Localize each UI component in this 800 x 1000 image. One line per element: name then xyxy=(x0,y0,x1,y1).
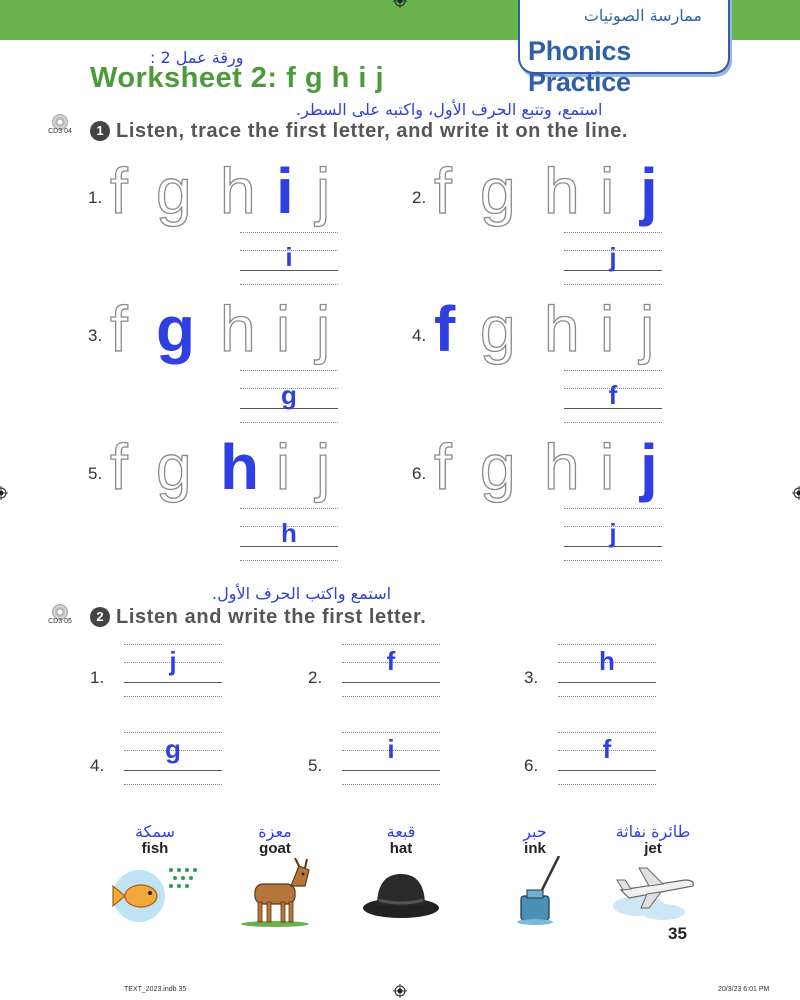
dotted-guide-line xyxy=(342,784,440,785)
traced-letter[interactable]: j xyxy=(640,155,658,227)
outline-letter[interactable]: g xyxy=(480,293,516,365)
baseline xyxy=(124,770,222,771)
outline-letter[interactable]: h xyxy=(544,155,580,227)
outline-letter[interactable]: h xyxy=(544,293,580,365)
exercise-number: 6. xyxy=(412,464,427,483)
outline-letter[interactable]: j xyxy=(316,431,331,503)
dotted-guide-line xyxy=(124,784,222,785)
cd-track-marker xyxy=(44,604,76,625)
written-answer: h xyxy=(281,518,297,548)
writing-lines[interactable] xyxy=(240,232,338,292)
written-answer: g xyxy=(281,380,297,410)
writing-lines[interactable] xyxy=(240,508,338,568)
phonics-practice-badge xyxy=(518,0,730,97)
exercise-number: 6. xyxy=(524,756,539,775)
dotted-guide-line xyxy=(342,696,440,697)
written-answer: g xyxy=(165,734,181,764)
outline-letter[interactable]: h xyxy=(220,155,256,227)
dotted-guide-line xyxy=(240,508,338,509)
badge-english-label: Phonics Practice xyxy=(528,36,631,97)
outline-letter[interactable]: i xyxy=(276,293,291,365)
dotted-guide-line xyxy=(240,284,338,285)
writing-lines[interactable] xyxy=(564,232,662,292)
picture-arabic-label: حبر xyxy=(523,822,547,841)
dotted-guide-line xyxy=(124,644,222,645)
dotted-guide-line xyxy=(240,232,338,233)
trace-exercise-3 xyxy=(88,293,358,446)
picture-arabic-label: قبعة xyxy=(386,822,416,841)
exercise-number: 5. xyxy=(308,756,323,775)
outline-letter[interactable]: j xyxy=(640,293,655,365)
section2-instruction-text: Listen and write the first letter. xyxy=(116,606,427,628)
trace-exercise-5 xyxy=(88,431,358,584)
outline-letter[interactable]: f xyxy=(110,155,128,227)
dotted-guide-line xyxy=(564,232,662,233)
dotted-guide-line xyxy=(558,784,656,785)
outline-letter[interactable]: f xyxy=(110,431,128,503)
picture-english-label: hat xyxy=(389,840,413,857)
dotted-guide-line xyxy=(564,422,662,423)
exercise-number: 2. xyxy=(308,668,323,687)
writing-lines[interactable] xyxy=(124,732,222,792)
picture-fish xyxy=(100,822,210,932)
outline-letter[interactable]: i xyxy=(600,431,615,503)
exercise-number: 3. xyxy=(524,668,539,687)
writing-lines[interactable] xyxy=(342,732,440,792)
exercise-number: 1. xyxy=(88,188,103,207)
exercise-number: 2. xyxy=(412,188,427,207)
cd-track-code: CD3 04 xyxy=(48,128,72,135)
worksheet-arabic-title: ورقة عمل 2 : xyxy=(150,48,244,67)
dotted-guide-line xyxy=(558,696,656,697)
traced-letter[interactable]: j xyxy=(640,431,658,503)
write-letter-item-6 xyxy=(524,730,714,800)
jet-icon xyxy=(603,856,703,928)
registration-mark-icon xyxy=(0,486,8,500)
written-answer: f xyxy=(608,380,618,410)
section-number-badge: 2 xyxy=(90,607,110,627)
outline-letter[interactable]: g xyxy=(480,431,516,503)
dotted-guide-line xyxy=(240,560,338,561)
baseline xyxy=(124,682,222,683)
dotted-guide-line xyxy=(124,696,222,697)
cd-track-marker xyxy=(44,114,76,135)
page-number: 35 xyxy=(668,924,687,943)
trace-exercise-4 xyxy=(412,293,682,446)
fish-icon xyxy=(105,856,205,926)
write-letter-item-5 xyxy=(308,730,498,800)
dotted-guide-line xyxy=(342,732,440,733)
section1-arabic-instruction: استمع، وتتبع الحرف الأول، واكتبه على السطر. xyxy=(296,100,603,119)
outline-letter[interactable]: f xyxy=(434,431,452,503)
trace-exercise-1 xyxy=(88,155,358,308)
written-answer: f xyxy=(602,734,612,764)
outline-letter[interactable]: i xyxy=(600,293,615,365)
dotted-guide-line xyxy=(124,732,222,733)
write-letter-item-2 xyxy=(308,642,498,712)
outline-letter[interactable]: f xyxy=(110,293,128,365)
baseline xyxy=(558,682,656,683)
trace-exercise-2 xyxy=(412,155,682,308)
picture-jet xyxy=(598,822,708,932)
picture-english-label: jet xyxy=(644,840,662,857)
picture-arabic-label: طائرة نفاثة xyxy=(615,822,691,841)
picture-ink xyxy=(480,822,590,932)
exercise-number: 4. xyxy=(90,756,105,775)
traced-letter[interactable]: i xyxy=(276,155,294,227)
writing-lines[interactable] xyxy=(558,644,656,704)
traced-letter[interactable]: h xyxy=(220,431,260,503)
dotted-guide-line xyxy=(342,644,440,645)
written-answer: f xyxy=(386,646,396,676)
dotted-guide-line xyxy=(564,508,662,509)
outline-letter[interactable]: j xyxy=(316,293,331,365)
picture-english-label: goat xyxy=(259,840,291,857)
written-answer: j xyxy=(609,518,617,548)
picture-arabic-label: معزة xyxy=(258,822,292,841)
picture-arabic-label: سمكة xyxy=(134,822,176,841)
written-answer: j xyxy=(169,646,177,676)
baseline xyxy=(558,770,656,771)
writing-lines[interactable] xyxy=(124,644,222,704)
ink-icon xyxy=(485,856,585,928)
section1-instruction-text: Listen, trace the first letter, and write it on the line. xyxy=(116,120,629,142)
exercise-number: 1. xyxy=(90,668,105,687)
write-letter-item-4 xyxy=(90,730,280,800)
written-answer: i xyxy=(285,242,293,272)
baseline xyxy=(342,682,440,683)
badge-arabic-label: ممارسة الصوتيات xyxy=(583,6,702,25)
trace-exercise-6 xyxy=(412,431,682,584)
outline-letter[interactable]: i xyxy=(600,155,615,227)
writing-lines[interactable] xyxy=(558,732,656,792)
picture-goat xyxy=(220,822,330,932)
print-date-label: 20/3/23 6:01 PM xyxy=(718,986,770,993)
section2-instruction xyxy=(90,606,426,629)
section2-arabic-instruction: استمع واكتب الحرف الأول. xyxy=(212,584,392,603)
cd-track-code: CD3 05 xyxy=(48,618,72,625)
writing-lines[interactable] xyxy=(240,370,338,430)
outline-letter[interactable]: h xyxy=(544,431,580,503)
dotted-guide-line xyxy=(240,422,338,423)
dotted-guide-line xyxy=(558,732,656,733)
picture-hat xyxy=(346,822,456,932)
written-answer: i xyxy=(387,734,395,764)
outline-letter[interactable]: h xyxy=(220,293,256,365)
exercise-number: 3. xyxy=(88,326,103,345)
writing-lines[interactable] xyxy=(564,370,662,430)
hat-icon xyxy=(351,856,451,928)
dotted-guide-line xyxy=(558,644,656,645)
dotted-guide-line xyxy=(564,560,662,561)
write-letter-item-1 xyxy=(90,642,280,712)
write-letter-item-3 xyxy=(524,642,714,712)
traced-letter[interactable]: f xyxy=(434,293,456,365)
outline-letter[interactable]: i xyxy=(276,431,291,503)
exercise-number: 5. xyxy=(88,464,103,483)
dotted-guide-line xyxy=(564,370,662,371)
outline-letter[interactable]: g xyxy=(480,155,516,227)
registration-mark-icon xyxy=(393,984,407,998)
registration-mark-icon xyxy=(393,0,407,8)
outline-letter[interactable]: j xyxy=(316,155,331,227)
traced-letter[interactable]: g xyxy=(156,293,196,365)
outline-letter[interactable]: g xyxy=(156,155,192,227)
baseline xyxy=(342,770,440,771)
section-number-badge: 1 xyxy=(90,121,110,141)
writing-lines[interactable] xyxy=(564,508,662,568)
print-file-label: TEXT_2023.indb 35 xyxy=(124,986,187,993)
writing-lines[interactable] xyxy=(342,644,440,704)
outline-letter[interactable]: f xyxy=(434,155,452,227)
section1-instruction xyxy=(90,120,628,143)
picture-english-label: fish xyxy=(141,840,169,857)
outline-letter[interactable]: g xyxy=(156,431,192,503)
dotted-guide-line xyxy=(240,370,338,371)
dotted-guide-line xyxy=(564,284,662,285)
exercise-number: 4. xyxy=(412,326,427,345)
registration-mark-icon xyxy=(792,486,800,500)
worksheet-title: Worksheet 2: f g h i j xyxy=(90,62,385,94)
picture-english-label: ink xyxy=(524,840,546,857)
written-answer: h xyxy=(599,646,615,676)
written-answer: j xyxy=(609,242,617,272)
goat-icon xyxy=(225,856,325,928)
